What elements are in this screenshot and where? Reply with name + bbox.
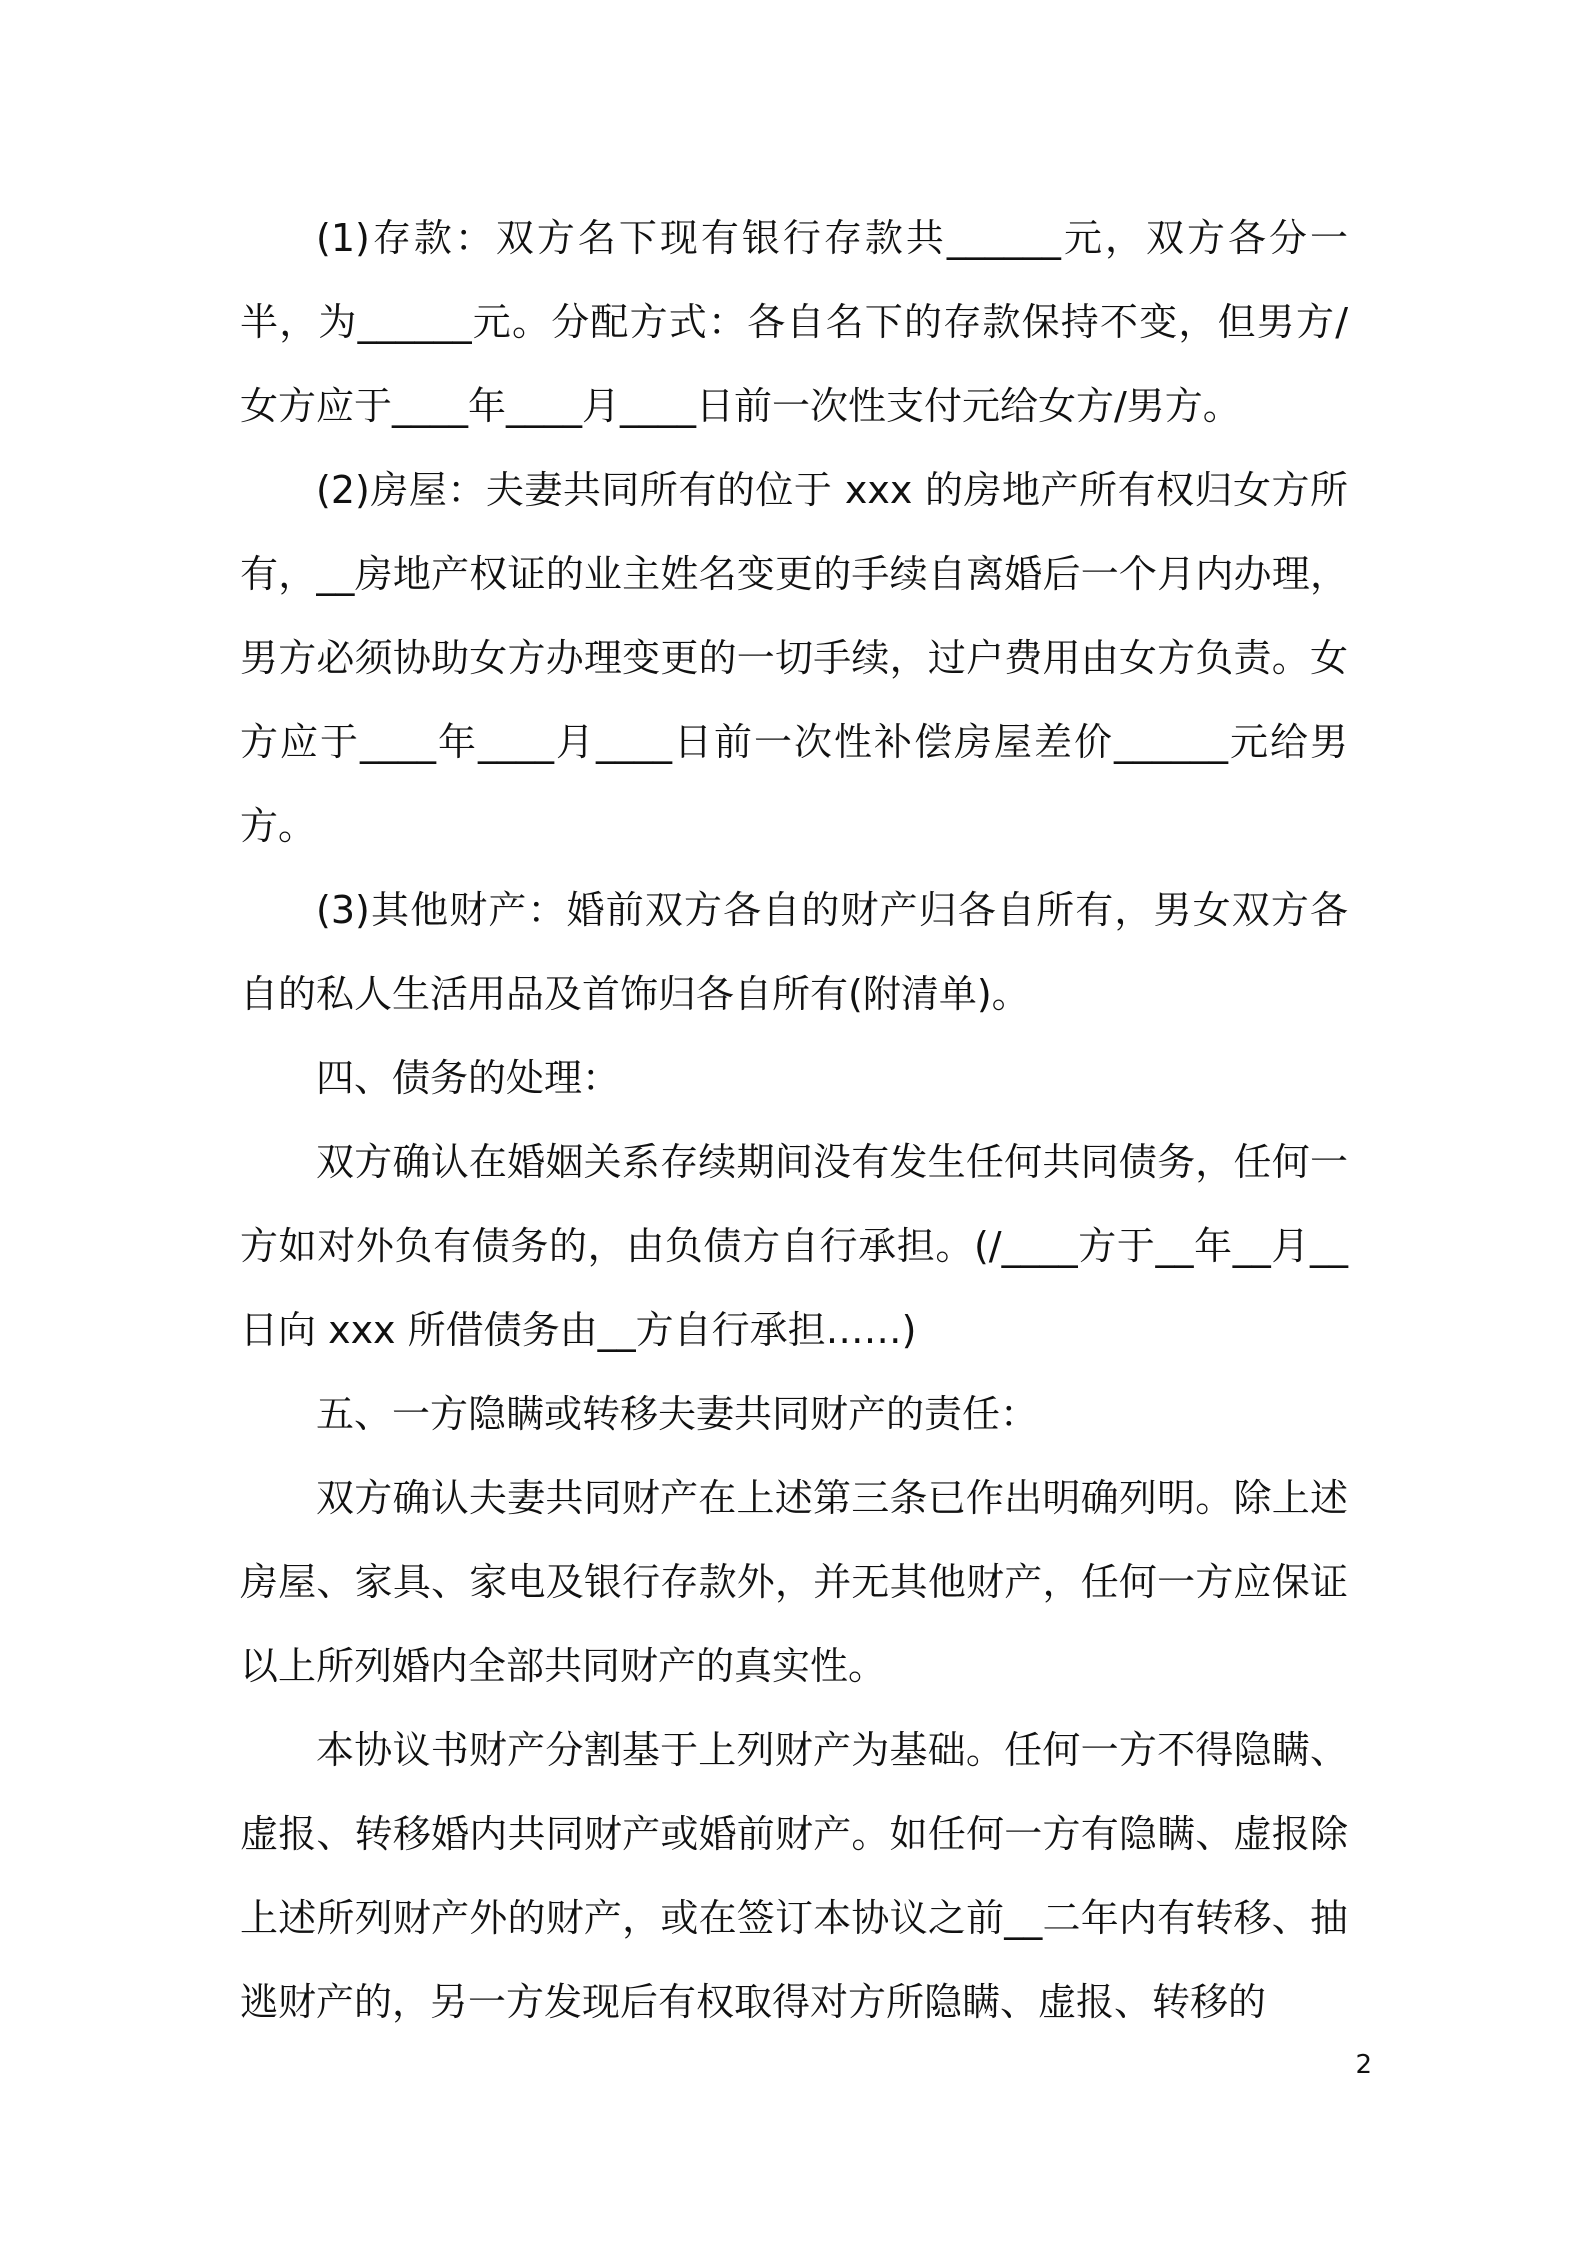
paragraph-property-confirmation: 双方确认夫妻共同财产在上述第三条已作出明确列明。除上述房屋、家具、家电及银行存款外，并无其他财产，任何一方应保证以上所列婚内全部共同财产的真实性。 [240, 1476, 1348, 1688]
paragraph-property-division: 本协议书财产分割基于上列财产为基础。任何一方不得隐瞒、虚报、转移婚内共同财产或婚前财产。如任何一方有隐瞒、虚报除上述所列财产外的财产，或在签订本协议之前__二年内有转移、抽逃财产的，另一方发现后有权取得对方所隐瞒、虚报、转移的 [240, 1728, 1348, 2024]
section-heading-concealment: 五、一方隐瞒或转移夫妻共同财产的责任： [316, 1392, 1039, 1436]
section-heading-debts: 四、债务的处理： [316, 1056, 621, 1100]
page-number: 2 [1355, 2050, 1372, 2080]
paragraph-house: (2)房屋：夫妻共同所有的位于 xxx 的房地产所有权归女方所有，__房地产权证的业主姓名变更的手续自离婚后一个月内办理，男方必须协助女方办理变更的一切手续，过户费用由女方负责。女方应于____年____月____日前一次性补偿房屋差价______元给男方。 [240, 468, 1348, 848]
paragraph-deposits: (1)存款：双方名下现有银行存款共______元，双方各分一半，为______元。分配方式：各自名下的存款保持不变，但男方/女方应于____年____月____日前一次性支付元给女方/男方。 [240, 216, 1348, 428]
paragraph-debts: 双方确认在婚姻关系存续期间没有发生任何共同债务，任何一方如对外负有债务的，由负债方自行承担。(/____方于__年__月__日向 xxx 所借债务由__方自行承担……) [240, 1140, 1348, 1352]
document-body [240, 196, 1348, 2044]
paragraph-other-property: (3)其他财产：婚前双方各自的财产归各自所有，男女双方各自的私人生活用品及首饰归各自所有(附清单)。 [240, 888, 1348, 1016]
